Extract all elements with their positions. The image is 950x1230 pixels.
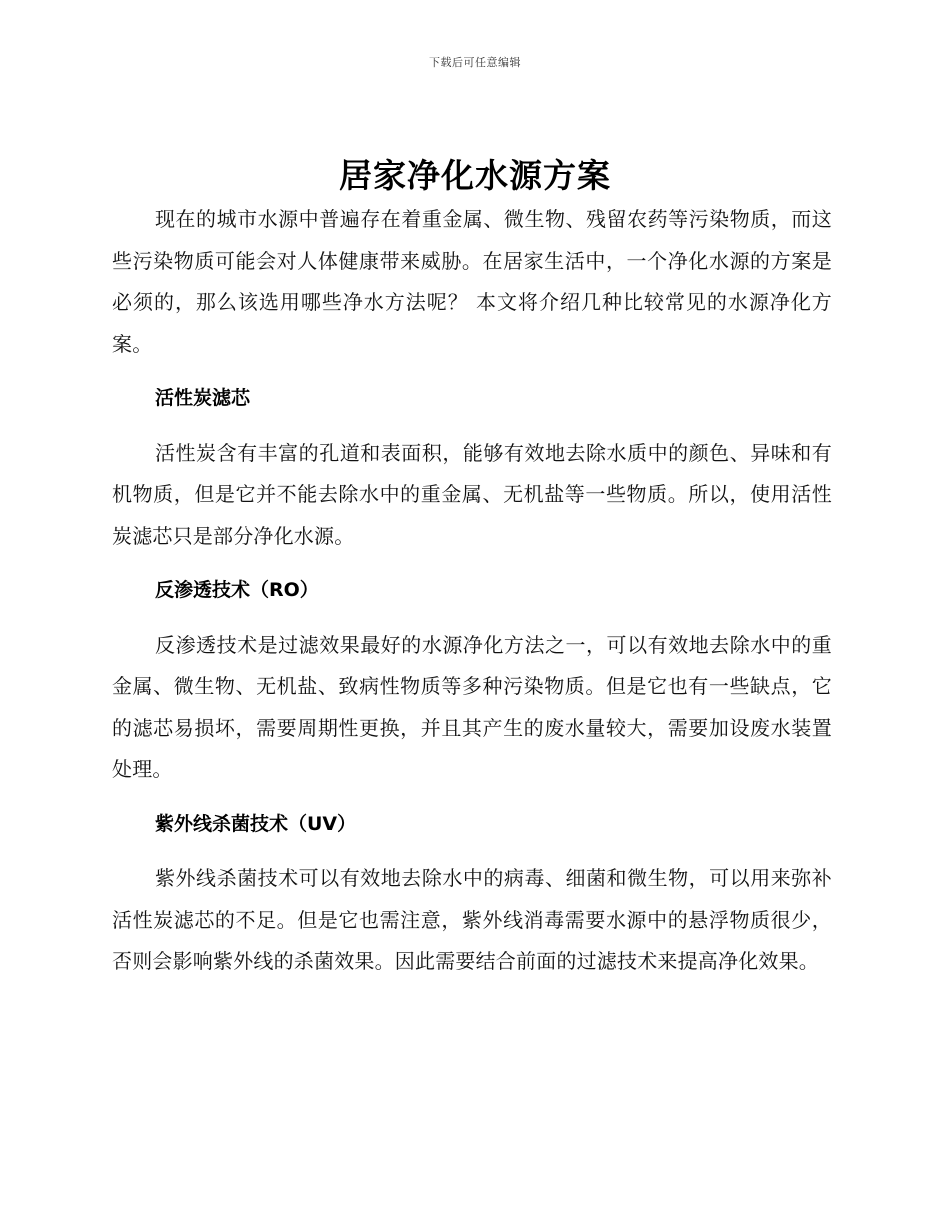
section-body-uv-sterilization: 紫外线杀菌技术可以有效地去除水中的病毒、细菌和微生物，可以用来弥补活性炭滤芯的不足。但是它也需注意，紫外线消毒需要水源中的悬浮物质很少，否则会影响紫外线的杀菌效果。因此需要结合前面的过滤技术来提高净化效果。 [112,866,832,973]
header-note: 下载后可任意编辑 [429,56,521,69]
section-heading-activated-carbon: 活性炭滤芯 [155,387,251,409]
document-title: 居家净化水源方案 [339,156,611,195]
section-heading-reverse-osmosis: 反渗透技术（RO） [155,579,319,601]
section-body-activated-carbon: 活性炭含有丰富的孔道和表面积，能够有效地去除水质中的颜色、异味和有机物质，但是它并不能去除水中的重金属、无机盐等一些物质。所以，使用活性炭滤芯只是部分净化水源。 [112,440,832,548]
section-heading-uv-sterilization: 紫外线杀菌技术（UV） [155,812,357,835]
section-body-reverse-osmosis: 反渗透技术是过滤效果最好的水源净化方法之一，可以有效地去除水中的重金属、微生物、无机盐、致病性物质等多种污染物质。但是它也有一些缺点，它的滤芯易损坏，需要周期性更换，并且其产生的废水量较大，需要加设废水装置处理。 [112,632,832,781]
document-body [112,199,832,983]
intro-paragraph: 现在的城市水源中普遍存在着重金属、微生物、残留农药等污染物质，而这些污染物质可能会对人体健康带来威胁。在居家生活中，一个净化水源的方案是必须的，那么该选用哪些净水方法呢？ 本文将介绍几种比较常见的水源净化方案。 [112,207,832,356]
